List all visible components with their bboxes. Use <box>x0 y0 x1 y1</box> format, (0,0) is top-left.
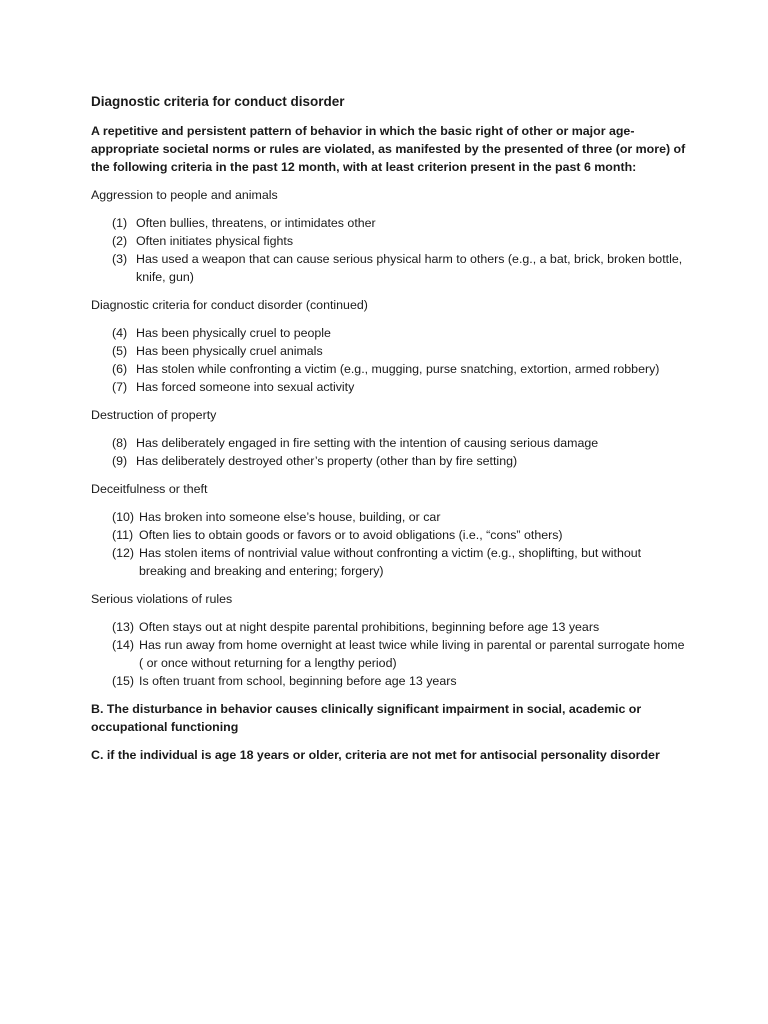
section-heading-deceitfulness: Deceitfulness or theft <box>91 482 208 496</box>
criterion-text: Often bullies, threatens, or intimidates other <box>136 216 376 230</box>
criterion-text: Has stolen while confronting a victim (e.g., mugging, purse snatching, extortion, armed robbery) <box>136 362 660 376</box>
criteria-list-destruction <box>91 434 691 470</box>
criterion-item <box>112 342 691 360</box>
criterion-text: Has been physically cruel animals <box>136 344 323 358</box>
criteria-list-deceitfulness <box>91 508 691 580</box>
criterion-item <box>112 636 691 672</box>
section-heading-continued: Diagnostic criteria for conduct disorder (continued) <box>91 298 368 312</box>
criterion-item <box>112 618 691 636</box>
criterion-text: Often stays out at night despite parental prohibitions, beginning before age 13 years <box>139 620 600 634</box>
criterion-item <box>112 324 691 342</box>
criterion-item <box>112 360 691 378</box>
criterion-number: (2) <box>112 234 128 248</box>
criterion-item <box>112 544 691 580</box>
criterion-number: (3) <box>112 252 128 266</box>
criterion-number: (7) <box>112 380 128 394</box>
criterion-number: (9) <box>112 454 128 468</box>
criterion-text: Has been physically cruel to people <box>136 326 331 340</box>
criterion-text: Has run away from home overnight at least twice while living in parental or parental surrogate home ( or once without returning for a lengthy period) <box>139 638 685 670</box>
criterion-c-paragraph: C. if the individual is age 18 years or older, criteria are not met for antisocial personality disorder <box>91 748 660 762</box>
criterion-item <box>112 526 691 544</box>
section-heading-aggression: Aggression to people and animals <box>91 188 278 202</box>
document-page <box>91 92 691 774</box>
criterion-number: (5) <box>112 344 128 358</box>
criterion-number: (12) <box>112 546 135 560</box>
section-heading-destruction: Destruction of property <box>91 408 217 422</box>
criterion-item <box>112 672 691 690</box>
criterion-number: (8) <box>112 436 128 450</box>
intro-paragraph: A repetitive and persistent pattern of behavior in which the basic right of other or major age-appropriate societal norms or rules are violated, as manifested by the presented of three (or more) of the following criteria in the past 12 month, with at least criterion present in the past 6 month: <box>91 124 686 174</box>
criterion-b-paragraph: B. The disturbance in behavior causes clinically significant impairment in social, academic or occupational functioning <box>91 702 642 734</box>
criterion-number: (13) <box>112 620 135 634</box>
criterion-number: (6) <box>112 362 128 376</box>
criterion-item <box>112 452 691 470</box>
criterion-text: Is often truant from school, beginning before age 13 years <box>139 674 457 688</box>
criterion-item <box>112 434 691 452</box>
criterion-text: Has broken into someone else’s house, building, or car <box>139 510 441 524</box>
criterion-item <box>112 508 691 526</box>
criterion-text: Often lies to obtain goods or favors or to avoid obligations (i.e., “cons” others) <box>139 528 563 542</box>
criterion-number: (15) <box>112 674 135 688</box>
criteria-list-aggression <box>91 214 691 286</box>
criterion-text: Has deliberately engaged in fire setting with the intention of causing serious damage <box>136 436 599 450</box>
criterion-text: Has stolen items of nontrivial value without confronting a victim (e.g., shoplifting, but without breaking and breaking and entering; forgery) <box>139 546 642 578</box>
document-title: Diagnostic criteria for conduct disorder <box>91 94 345 109</box>
criterion-item <box>112 378 691 396</box>
criterion-item <box>112 214 691 232</box>
criteria-list-continued <box>91 324 691 396</box>
criterion-item <box>112 250 691 286</box>
criteria-list-violations <box>91 618 691 690</box>
criterion-number: (1) <box>112 216 128 230</box>
criterion-text: Has used a weapon that can cause serious physical harm to others (e.g., a bat, brick, broken bottle, knife, gun) <box>136 252 683 284</box>
criterion-item <box>112 232 691 250</box>
criterion-number: (14) <box>112 638 135 652</box>
criterion-number: (11) <box>112 528 134 542</box>
criterion-number: (4) <box>112 326 128 340</box>
criterion-number: (10) <box>112 510 135 524</box>
section-heading-violations: Serious violations of rules <box>91 592 233 606</box>
criterion-text: Often initiates physical fights <box>136 234 294 248</box>
criterion-text: Has deliberately destroyed other’s property (other than by fire setting) <box>136 454 518 468</box>
criterion-text: Has forced someone into sexual activity <box>136 380 355 394</box>
